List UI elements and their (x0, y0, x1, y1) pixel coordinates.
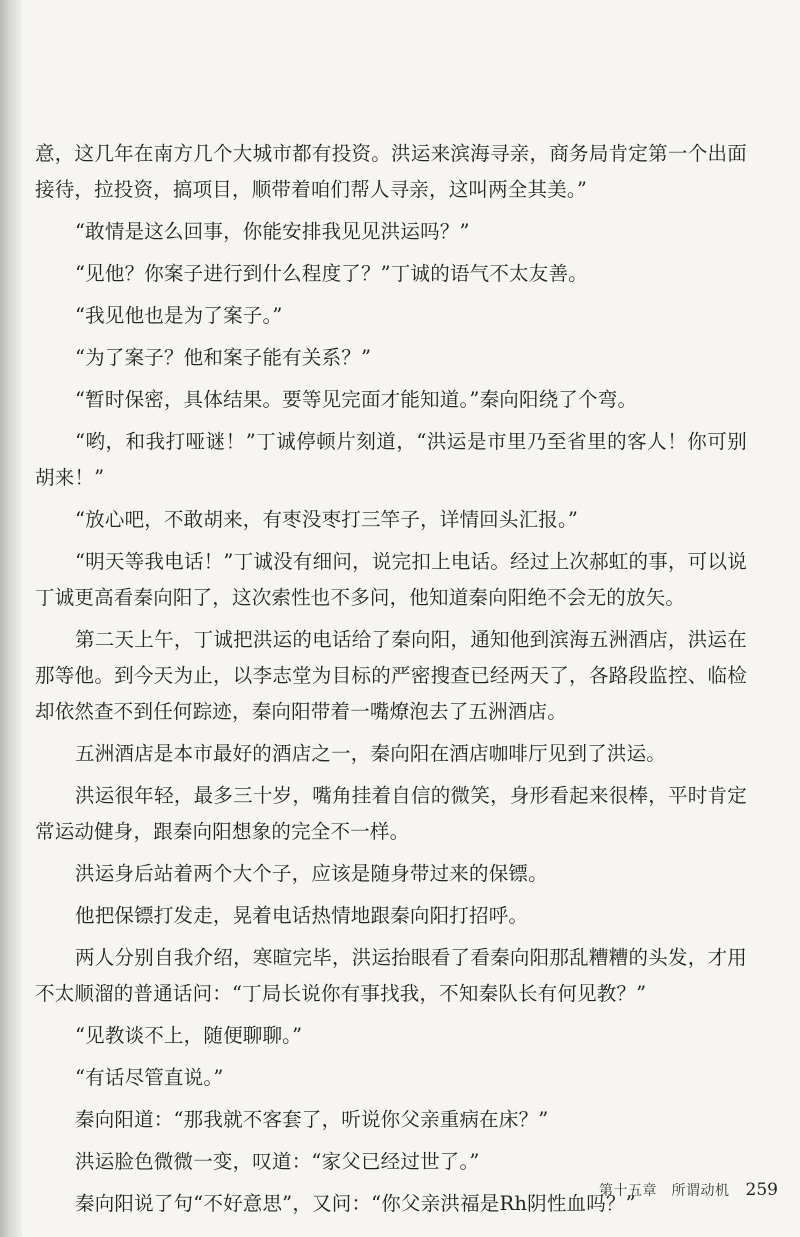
paragraph: 洪运身后站着两个大个子，应该是随身带过来的保镖。 (75, 862, 548, 885)
paragraph: 秦向阳道：“那我就不客套了，听说你父亲重病在床？” (75, 1108, 549, 1131)
paragraph: “见教谈不上，随便聊聊。” (75, 1024, 303, 1047)
paragraph: 秦向阳说了句“不好意思”，又问：“你父亲洪福是Rh阴性血吗？” (75, 1192, 636, 1215)
page-number: 259 (745, 1180, 778, 1200)
paragraph: 五洲酒店是本市最好的酒店之一，秦向阳在酒店咖啡厅见到了洪运。 (75, 742, 667, 765)
paragraph: “放心吧，不敢胡来，有枣没枣打三竿子，详情回头汇报。” (75, 508, 579, 531)
paragraph: 洪运脸色微微一变，叹道：“家父已经过世了。” (75, 1150, 480, 1173)
paragraph: 两人分别自我介绍，寒暄完毕，洪运抬眼看了看秦向阳那乱糟糟的头发，才用不太顺溜的普通话问：“丁局长说你有事找我，不知秦队长有何见教？” (35, 946, 747, 1005)
chapter-title: 第十五章 所谓动机 (599, 1183, 730, 1199)
book-spine-shadow (0, 0, 22, 1237)
paragraph: “我见他也是为了案子。” (75, 304, 283, 327)
paragraph: 洪运很年轻，最多三十岁，嘴角挂着自信的微笑，身形看起来很棒，平时肯定常运动健身，跟秦向阳想象的完全不一样。 (35, 784, 747, 843)
paragraph: 意，这几年在南方几个大城市都有投资。洪运来滨海寻亲，商务局肯定第一个出面接待，拉投资，搞项目，顺带着咱们帮人寻亲，这叫两全其美。” (35, 142, 747, 201)
page-body (35, 136, 747, 1228)
paragraph: “有话尽管直说。” (75, 1066, 224, 1089)
paragraph: 他把保镖打发走，晃着电话热情地跟秦向阳打招呼。 (75, 904, 529, 927)
page-footer (599, 1180, 778, 1200)
paragraph: “为了案子？他和案子能有关系？” (75, 346, 372, 369)
paragraph: “敢情是这么回事，你能安排我见见洪运吗？” (75, 220, 470, 243)
paragraph: “见他？你案子进行到什么程度了？”丁诚的语气不太友善。 (75, 262, 588, 285)
paragraph: “暂时保密，具体结果。要等见完面才能知道。”秦向阳绕了个弯。 (75, 388, 638, 411)
paragraph: 第二天上午，丁诚把洪运的电话给了秦向阳，通知他到滨海五洲酒店，洪运在那等他。到今天为止，以李志堂为目标的严密搜查已经两天了，各路段监控、临检却依然查不到任何踪迹，秦向阳带着一嘴燎泡去了五洲酒店。 (35, 628, 747, 723)
paragraph: “明天等我电话！”丁诚没有细问，说完扣上电话。经过上次郝虹的事，可以说丁诚更高看秦向阳了，这次索性也不多问，他知道秦向阳绝不会无的放矢。 (35, 550, 747, 609)
paragraph: “哟，和我打哑谜！”丁诚停顿片刻道，“洪运是市里乃至省里的客人！你可别胡来！” (35, 430, 747, 489)
